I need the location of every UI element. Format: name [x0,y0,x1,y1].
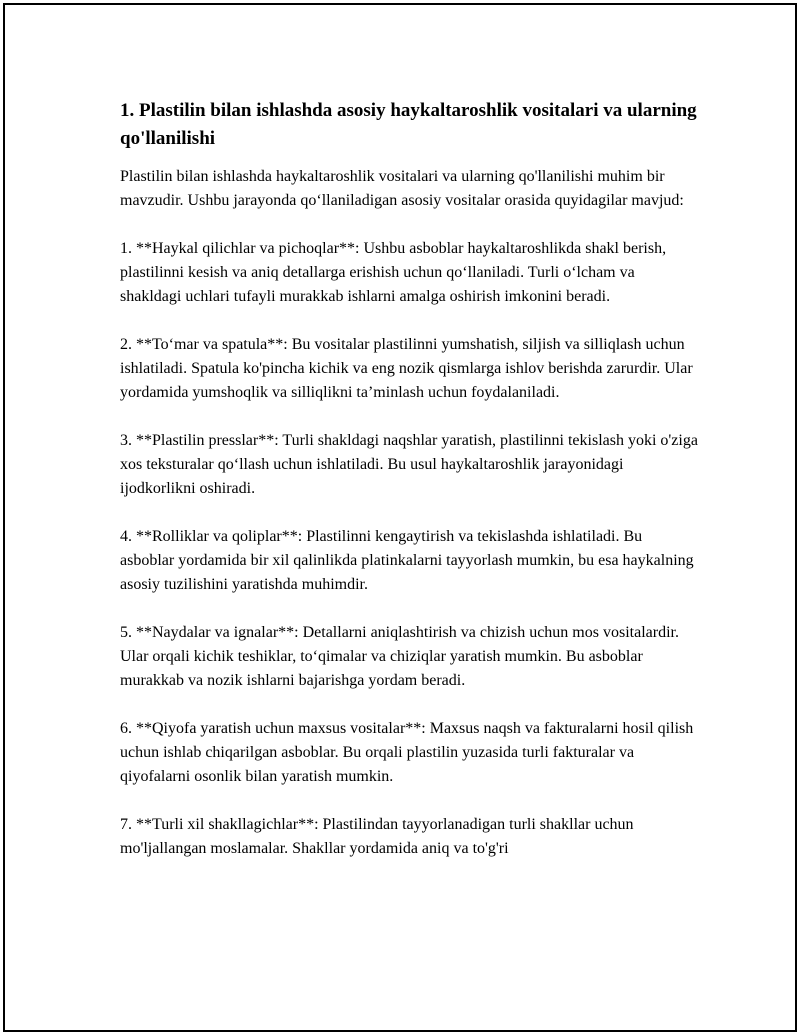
intro-paragraph: Plastilin bilan ishlashda haykaltaroshlik vositalari va ularning qo'llanilishi muhim bir mavzudir. Ushbu jarayonda qo‘llaniladigan asosiy vositalar orasida quyidagilar mavjud: [120,168,684,209]
list-item-5: 5. **Naydalar va ignalar**: Detallarni aniqlashtirish va chizish uchun mos vositalardir. Ular orqali kichik teshiklar, to‘qimalar va chiziqlar yaratish mumkin. Bu asboblar murakkab va nozik ishlarni bajarishga yordam beradi. [120,624,679,689]
list-item-7: 7. **Turli xil shakllagichlar**: Plastilindan tayyorlanadigan turli shakllar uchun mo'ljallangan moslamalar. Shakllar yordamida aniq va to'g'ri [120,816,634,857]
list-item-1: 1. **Haykal qilichlar va pichoqlar**: Ushbu asboblar haykaltaroshlikda shakl berish, plastilinni kesish va aniq detallarga erishish uchun qo‘llaniladi. Turli o‘lcham va shakldagi uchlari tufayli murakkab ishlarni amalga oshirish imkonini beradi. [120,240,667,305]
page-frame [3,3,797,1032]
list-item-3: 3. **Plastilin presslar**: Turli shakldagi naqshlar yaratish, plastilinni tekislash yoki o'ziga xos teksturalar qo‘llash uchun ishlatiladi. Bu usul haykaltaroshlik jarayonidagi ijodkorlikni oshiradi. [120,432,698,497]
list-item-4: 4. **Rolliklar va qoliplar**: Plastilinni kengaytirish va tekislashda ishlatiladi. Bu asboblar yordamida bir xil qalinlikda platinkalarni tayyorlash mumkin, bu esa haykalning asosiy tuzilishini yaratishda muhimdir. [120,528,694,593]
list-item-6: 6. **Qiyofa yaratish uchun maxsus vositalar**: Maxsus naqsh va fakturalarni hosil qilish uchun ishlab chiqarilgan asboblar. Bu orqali plastilin yuzasida turli fakturalar va qiyofalarni osonlik bilan yaratish mumkin. [120,720,694,785]
document-body [120,97,700,885]
document-title: 1. Plastilin bilan ishlashda asosiy haykaltaroshlik vositalari va ularning qo'llanilishi [120,100,697,149]
list-item-2: 2. **To‘mar va spatula**: Bu vositalar plastilinni yumshatish, siljish va silliqlash uchun ishlatiladi. Spatula ko'pincha kichik va eng nozik qismlarga ishlov berishda zarurdir. Ular yordamida yumshoqlik va silliqlikni ta’minlash uchun foydalaniladi. [120,336,693,401]
